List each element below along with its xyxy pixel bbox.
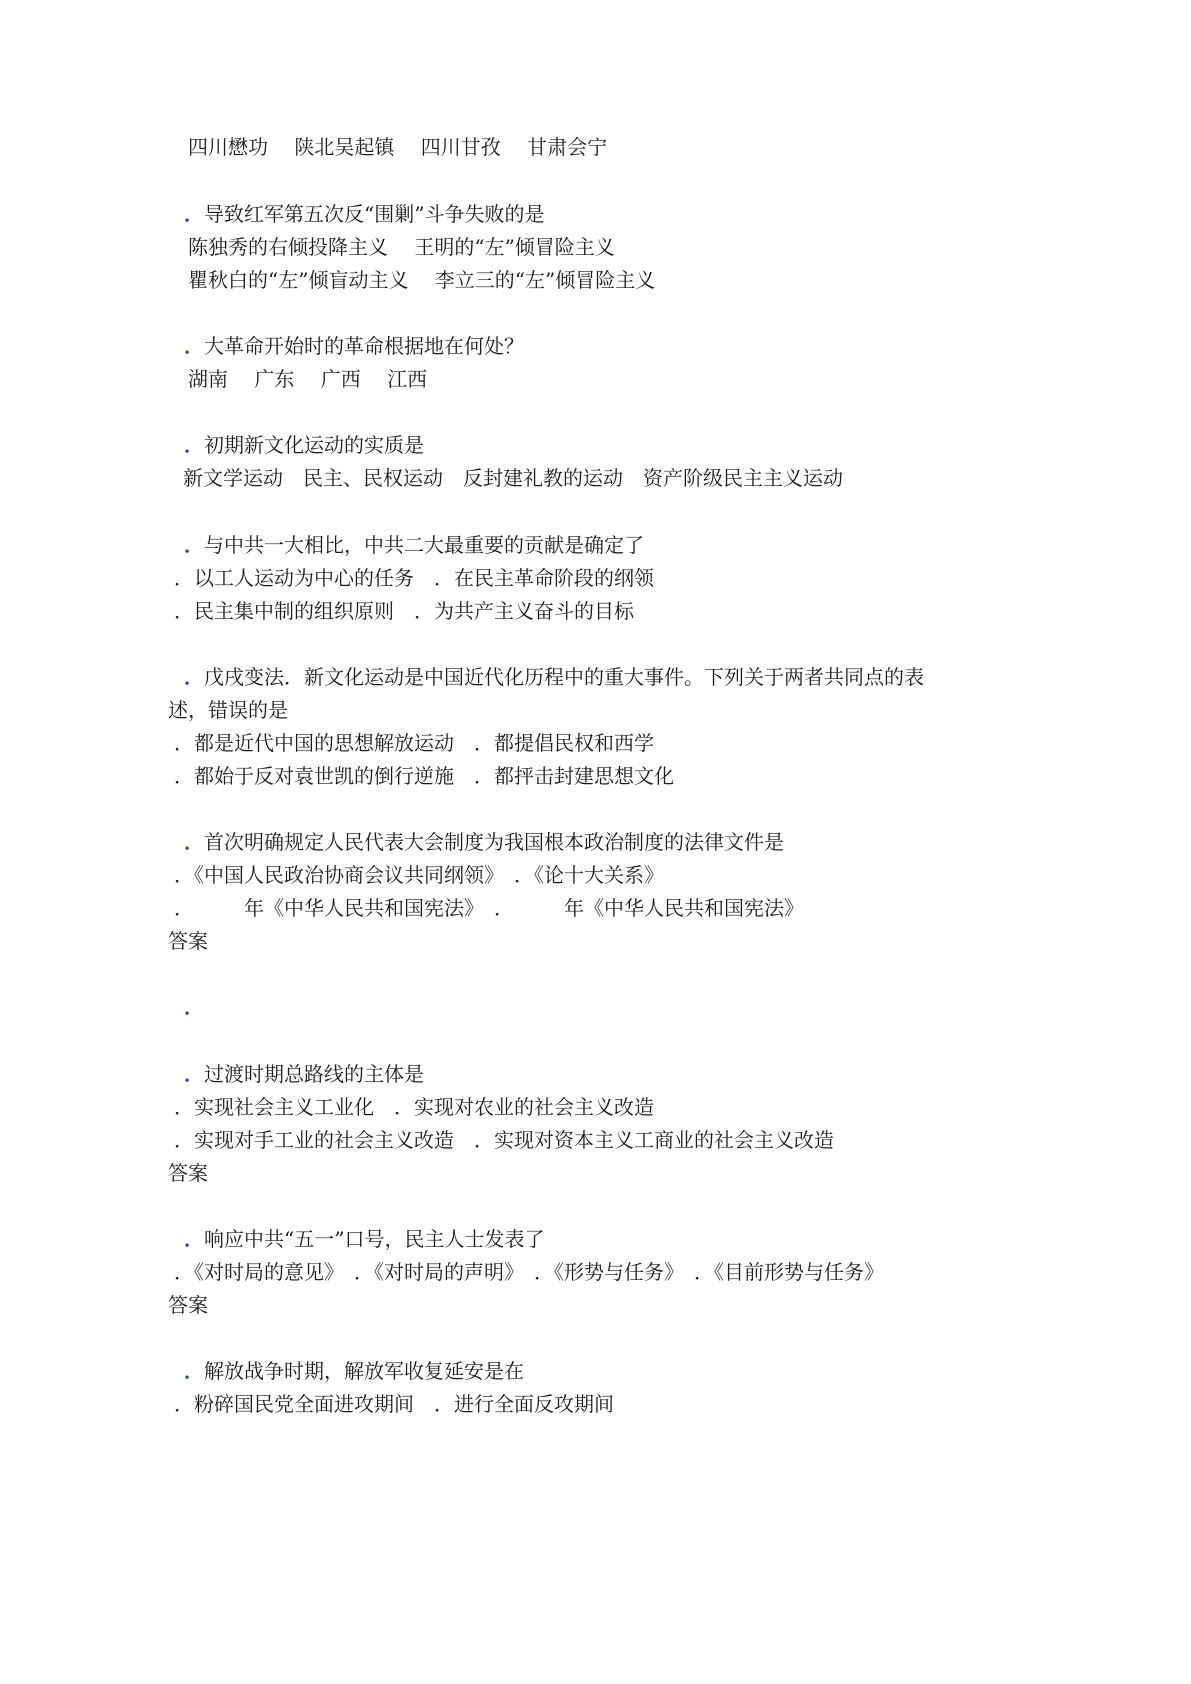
question-marker: ． <box>184 1227 204 1251</box>
answer-label: 答案 <box>168 1293 208 1317</box>
question-line <box>184 201 544 227</box>
answer-label: 答案 <box>168 1161 208 1185</box>
question-marker: ． <box>184 433 204 457</box>
options-line: ．《中国人民政治协商会议共同纲领》 ．《论十大关系》 <box>174 863 664 887</box>
question-text: 解放战争时期，解放军收复延安是在 <box>204 1359 524 1383</box>
question-line <box>184 1226 544 1252</box>
question-marker: ． <box>184 665 204 689</box>
question-line <box>184 664 924 690</box>
options-line: ．实现社会主义工业化 ．实现对农业的社会主义改造 <box>174 1095 654 1119</box>
question-text: 大革命开始时的革命根据地在何处？ <box>204 334 524 358</box>
question-line <box>184 333 524 359</box>
question-text: 导致红军第五次反“围剿”斗争失败的是 <box>204 202 545 226</box>
question-line <box>184 432 424 458</box>
question-line <box>184 532 644 558</box>
answer-label: 答案 <box>168 929 208 953</box>
options-line: 新文学运动 民主、民权运动 反封建礼教的运动 资产阶级民主主义运动 <box>183 466 843 490</box>
question-marker: ． <box>184 1062 204 1086</box>
question-text: 首次明确规定人民代表大会制度为我国根本政治制度的法律文件是 <box>204 830 784 854</box>
options-line: ．《对时局的意见》 ．《对时局的声明》 ．《形势与任务》 ．《目前形势与任务》 <box>174 1260 884 1284</box>
question-line <box>184 829 784 855</box>
question-line <box>184 994 204 1020</box>
options-line: ．粉碎国民党全面进攻期间 ．进行全面反攻期间 <box>174 1392 614 1416</box>
options-line: ．都是近代中国的思想解放运动 ．都提倡民权和西学 <box>174 731 654 755</box>
question-line <box>184 1358 524 1384</box>
question-text: 戊戌变法．新文化运动是中国近代化历程中的重大事件。下列关于两者共同点的表 <box>204 665 924 689</box>
question-text: 与中共一大相比，中共二大最重要的贡献是确定了 <box>204 533 644 557</box>
question-text: 过渡时期总路线的主体是 <box>204 1062 424 1086</box>
options-line: 四川懋功 陕北吴起镇 四川甘孜 甘肃会宁 <box>188 135 608 159</box>
question-line <box>184 1061 424 1087</box>
options-line: ．以工人运动为中心的任务 ．在民主革命阶段的纲领 <box>174 566 654 590</box>
question-marker: ． <box>184 1359 204 1383</box>
question-marker: ． <box>184 202 204 226</box>
options-line: ．民主集中制的组织原则 ．为共产主义奋斗的目标 <box>174 599 634 623</box>
question-marker: ． <box>184 830 204 854</box>
question-marker: ． <box>184 334 204 358</box>
options-line: ．都始于反对袁世凯的倒行逆施 ．都抨击封建思想文化 <box>174 764 674 788</box>
question-continuation: 述，错误的是 <box>168 698 288 722</box>
options-line: ． 年《中华人民共和国宪法》 ． 年《中华人民共和国宪法》 <box>174 896 804 920</box>
options-line: 湖南 广东 广西 江西 <box>188 367 428 391</box>
question-marker: ． <box>184 533 204 557</box>
question-text: 响应中共“五一”口号，民主人士发表了 <box>204 1227 545 1251</box>
options-line: 瞿秋白的“左”倾盲动主义 李立三的“左”倾冒险主义 <box>188 268 656 292</box>
options-line: 陈独秀的右倾投降主义 王明的“左”倾冒险主义 <box>188 235 615 259</box>
question-text: 初期新文化运动的实质是 <box>204 433 424 457</box>
options-line: ．实现对手工业的社会主义改造 ．实现对资本主义工商业的社会主义改造 <box>174 1128 834 1152</box>
question-marker: ． <box>184 995 204 1019</box>
